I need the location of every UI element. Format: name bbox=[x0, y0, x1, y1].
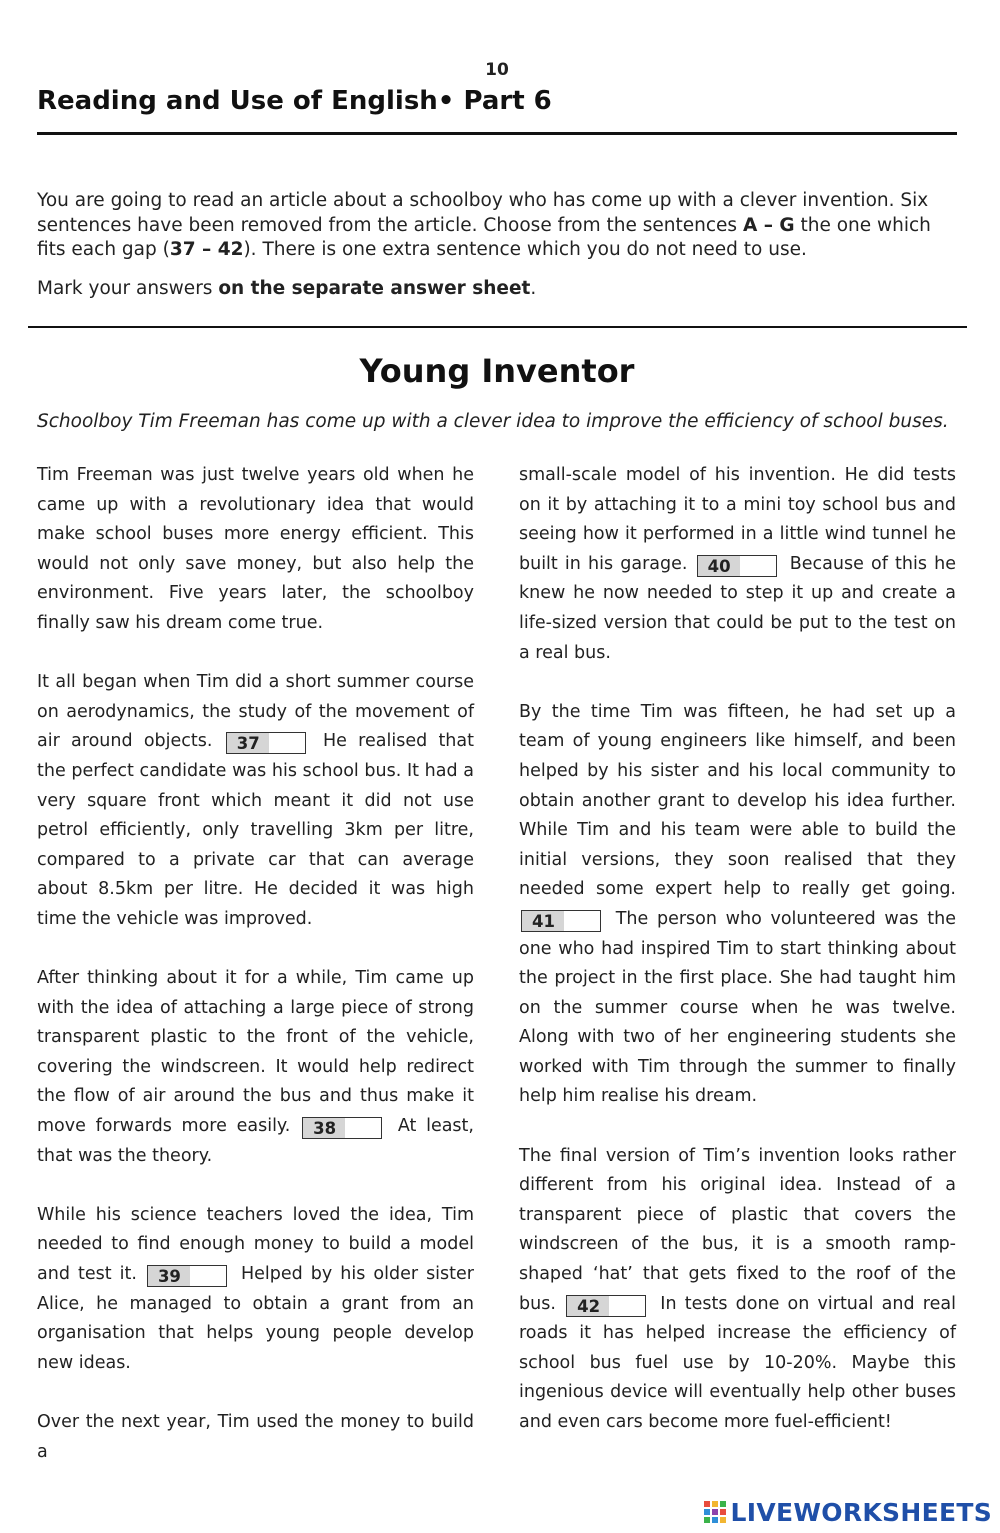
gap-38-answer-box[interactable]: 38 bbox=[302, 1117, 382, 1139]
instructions bbox=[37, 189, 959, 301]
section-heading: Reading and Use of English• Part 6 bbox=[37, 86, 552, 116]
article-column-right bbox=[519, 461, 956, 1467]
article-subtitle: Schoolboy Tim Freeman has come up with a clever idea to improve the efficiency of school buses. bbox=[37, 411, 949, 432]
instructions-divider bbox=[28, 326, 967, 328]
gap-42-answer-box[interactable]: 42 bbox=[566, 1295, 646, 1317]
article-paragraph: It all began when Tim did a short summer course on aerodynamics, the study of the movement of air around objects. 37 He realised that the perfect candidate was his school bus. It had a very square front which meant it did not use petrol efficiently, only travelling 3km per litre, compared to a private car that can average about 8.5km per litre. He decided it was high time the vehicle was improved. bbox=[37, 672, 474, 929]
liveworksheets-logo-icon bbox=[703, 1500, 727, 1524]
gap-40-answer-box[interactable]: 40 bbox=[697, 555, 777, 577]
article-paragraph: The final version of Tim’s invention looks rather different from his original idea. Instead of a transparent piece of plastic that covers the windscreen of the bus, it is a smooth ramp-shaped ‘hat’ that gets fixed to the roof of the bus. 42 In tests done on virtual and real roads it has helped increase the efficiency of school bus fuel use by 10-20%. Maybe this ingenious device will eventually help other buses and even cars become more fuel-efficient! bbox=[519, 1145, 956, 1432]
page-number: 10 bbox=[485, 60, 509, 80]
liveworksheets-brand bbox=[703, 1499, 992, 1525]
article-paragraph: While his science teachers loved the idea, Tim needed to find enough money to build a model and test it. 39 Helped by his older sister Alice, he managed to obtain a grant from an organisation that helps young people develop new ideas. bbox=[37, 1204, 474, 1373]
article-title: Young Inventor bbox=[359, 352, 635, 390]
answer-sheet-note: Mark your answers on the separate answer sheet. bbox=[37, 277, 537, 299]
gap-37-answer-box[interactable]: 37 bbox=[226, 732, 306, 754]
article-paragraph: Tim Freeman was just twelve years old when he came up with a revolutionary idea that would make school buses more energy efficient. This would not only save money, but also help the environment. Five years later, the schoolboy finally saw his dream come true. bbox=[37, 465, 474, 633]
article-paragraph: By the time Tim was fifteen, he had set up a team of young engineers like himself, and been helped by his sister and his local community to obtain another grant to develop his idea further. While Tim and his team were able to build the initial versions, they soon realised that they needed some expert help to really get going. 41 The person who volunteered was the one who had inspired Tim to start thinking about the project in the first place. She had taught him on the summer course when he was twelve. Along with two of her engineering students she worked with Tim through the summer to finally help him realise his dream. bbox=[519, 701, 956, 1107]
header-divider bbox=[37, 132, 957, 135]
article-paragraph: After thinking about it for a while, Tim came up with the idea of attaching a large piece of strong transparent plastic to the front of the vehicle, covering the windscreen. It would help redirect the flow of air around the bus and thus make it move forwards more easily. 38 At least, that was the theory. bbox=[37, 968, 474, 1166]
brand-name: LIVEWORKSHEETS bbox=[730, 1497, 992, 1527]
article-paragraph: small-scale model of his invention. He did tests on it by attaching it to a mini toy school bus and seeing how it performed in a little wind tunnel he built in his garage. 40 Because of this he knew he now needed to step it up and create a life-sized version that could be put to the test on a real bus. bbox=[519, 465, 956, 663]
article-column-left bbox=[37, 461, 474, 1497]
gap-41-answer-box[interactable]: 41 bbox=[521, 910, 601, 932]
article-paragraph: Over the next year, Tim used the money to build a bbox=[37, 1412, 474, 1462]
instructions-paragraph: You are going to read an article about a schoolboy who has come up with a clever invention. Six sentences have been removed from the article. Choose from the sentences A – G the one which fits each gap (37 – 42). There is one extra sentence which you do not need to use. bbox=[37, 190, 931, 260]
gap-39-answer-box[interactable]: 39 bbox=[147, 1265, 227, 1287]
